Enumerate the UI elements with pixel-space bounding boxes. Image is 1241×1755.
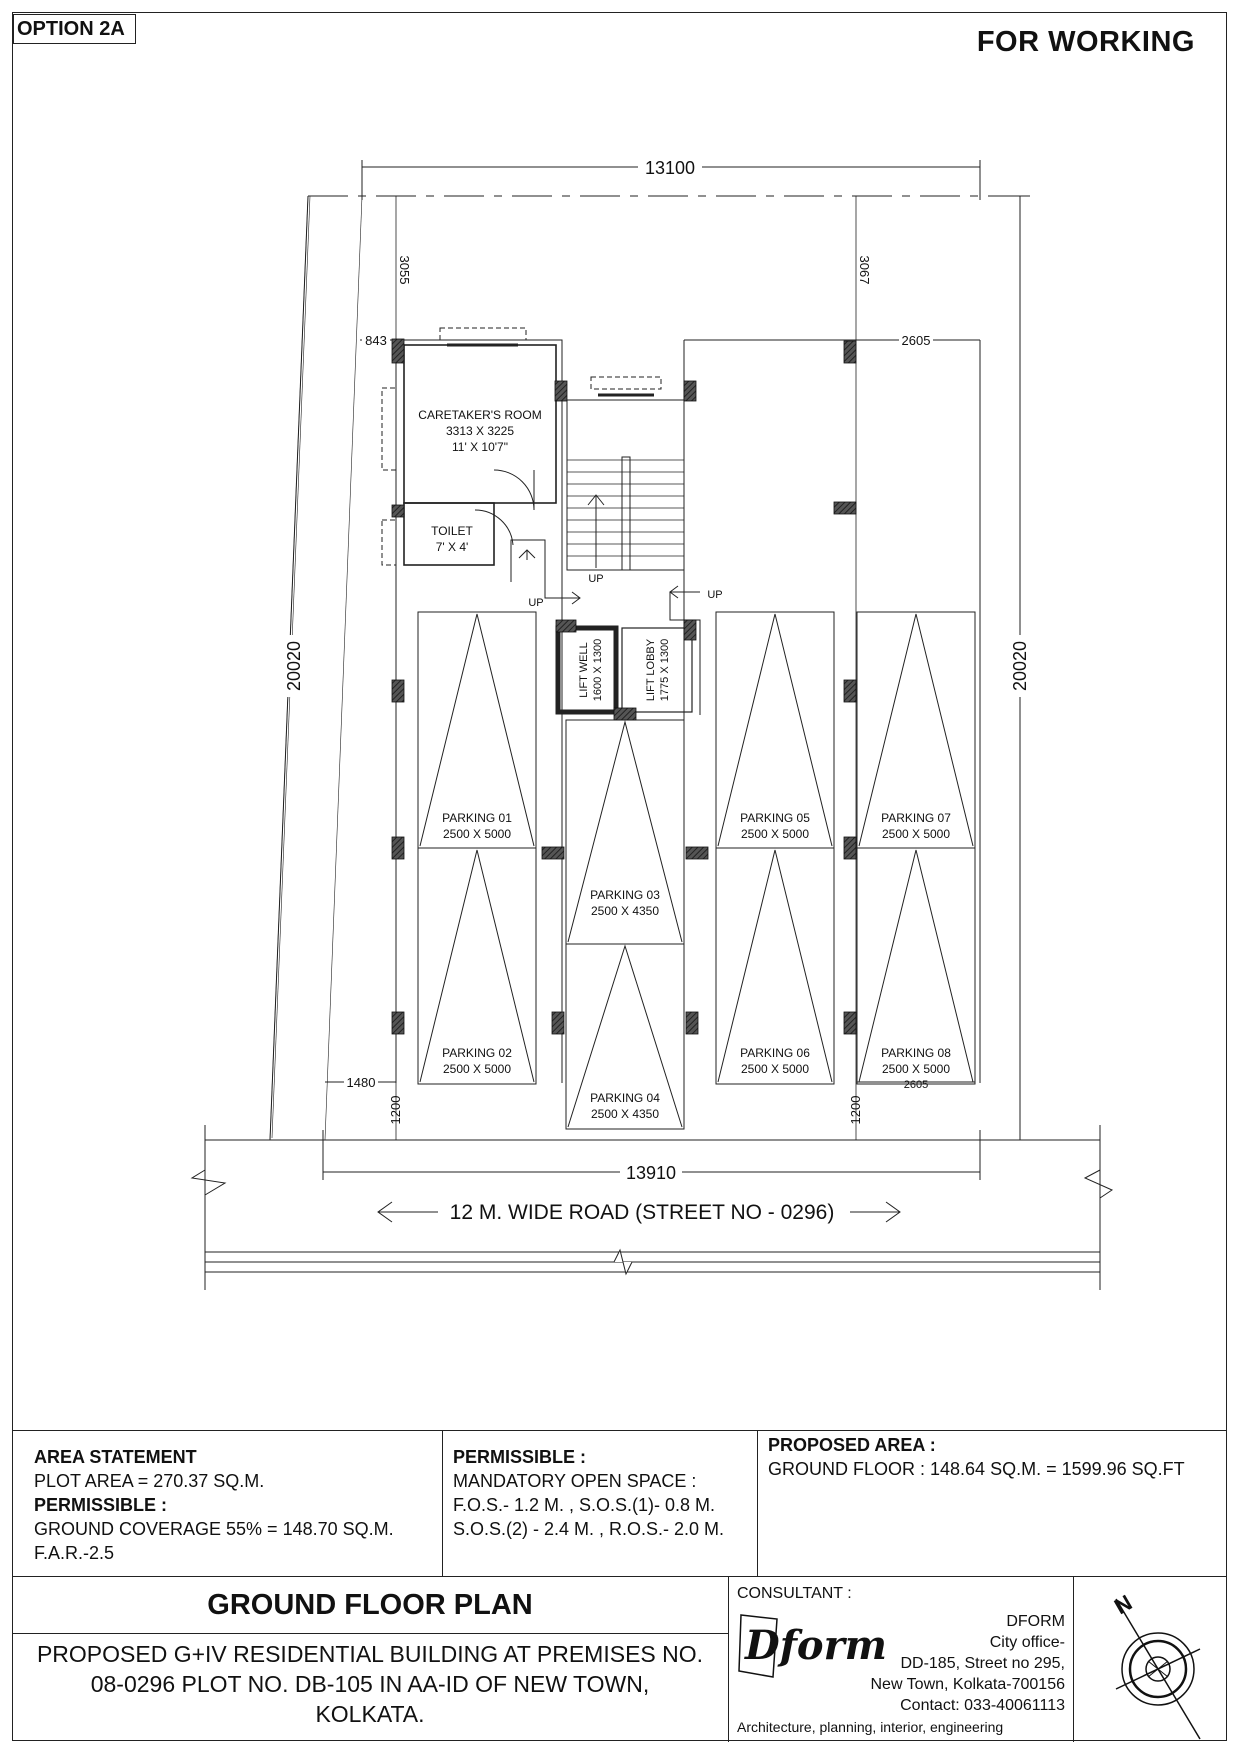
dim-side-left: 843	[365, 333, 387, 348]
proposed-title: PROPOSED AREA :	[768, 1435, 936, 1455]
ground-coverage: GROUND COVERAGE 55% = 148.70 SQ.M.	[34, 1519, 394, 1539]
dim-front-left: 1200	[388, 1095, 403, 1125]
permissible-label: PERMISSIBLE :	[34, 1495, 168, 1515]
parking-07-size: 2500 X 5000	[881, 827, 951, 841]
project-line2: 08-0296 PLOT NO. DB-105 IN AA-ID OF NEW TOWN,	[90, 1671, 650, 1697]
address-line2: New Town, Kolkata-700156	[870, 1676, 1065, 1693]
road-label: 12 M. WIDE ROAD (STREET NO - 0296)	[449, 1201, 835, 1224]
parking-06-size: 2500 X 5000	[740, 1062, 810, 1076]
open-space-line2: F.O.S.- 1.2 M. , S.O.S.(1)- 0.8 M.	[453, 1495, 716, 1515]
parking-03-size: 2500 X 4350	[590, 904, 660, 918]
dim-left: 20020	[284, 640, 304, 692]
parking-05-size: 2500 X 5000	[740, 827, 810, 841]
north-label: N	[1110, 1589, 1137, 1620]
area-statement	[34, 1431, 454, 1591]
caretaker-room-size: 3313 X 3225	[445, 424, 515, 438]
dim-right: 20020	[1010, 640, 1030, 692]
parking-02-label: PARKING 02	[442, 1046, 512, 1060]
lift-lobby-label: LIFT LOBBY	[645, 638, 657, 702]
area-statement-panel	[12, 1430, 1227, 1577]
consultant-address	[871, 1611, 1066, 1716]
parking-08-size: 2500 X 5000	[881, 1062, 951, 1076]
firm-name: DFORM	[1006, 1613, 1065, 1630]
tagline: Architecture, planning, interior, engineering	[737, 1719, 1004, 1735]
caretaker-room-size-ft: 11' X 10'7"	[452, 440, 508, 454]
dim-setback-right: 3067	[857, 255, 872, 285]
up-label-left: UP	[528, 597, 544, 609]
office-label: City office-	[989, 1634, 1065, 1651]
project-line1: PROPOSED G+IV RESIDENTIAL BUILDING AT PREMISES NO.	[36, 1641, 704, 1667]
dim-side-right: 2605	[901, 333, 931, 348]
project-description	[12, 1639, 728, 1729]
parking-05-label: PARKING 05	[740, 811, 810, 825]
consultant-panel	[728, 1577, 1074, 1742]
dim-side-right-bottom: 2605	[903, 1079, 929, 1091]
area-statement-title: AREA STATEMENT	[34, 1447, 197, 1467]
parking-08-label: PARKING 08	[881, 1046, 951, 1060]
open-space-line1: MANDATORY OPEN SPACE :	[453, 1471, 697, 1491]
lift-well-label: LIFT WELL	[578, 642, 590, 698]
dim-bottom-left: 1480	[346, 1075, 376, 1090]
title-block	[12, 1576, 1227, 1742]
dim-front-right: 1200	[848, 1095, 863, 1125]
toilet-label: TOILET	[431, 524, 473, 538]
far-value: F.A.R.-2.5	[34, 1543, 115, 1563]
lift-well-size: 1600 X 1300	[592, 638, 604, 702]
parking-07-label: PARKING 07	[881, 811, 951, 825]
open-space-title: PERMISSIBLE :	[453, 1447, 587, 1467]
dform-logo-icon	[737, 1611, 887, 1681]
up-label-right: UP	[707, 589, 723, 601]
consultant-label: CONSULTANT :	[737, 1585, 852, 1602]
parking-06-label: PARKING 06	[740, 1046, 810, 1060]
up-label-stair: UP	[588, 573, 604, 585]
open-space-section	[442, 1431, 767, 1577]
proposed-area-section	[757, 1431, 1225, 1577]
proposed-ground-floor: GROUND FLOOR : 148.64 SQ.M. = 1599.96 SQ.FT	[768, 1459, 1185, 1479]
parking-03-label: PARKING 03	[590, 888, 660, 902]
option-tag: OPTION 2A	[13, 14, 136, 44]
project-line3: KOLKATA.	[315, 1701, 425, 1727]
dim-setback-left: 3055	[397, 255, 412, 285]
dim-bottom: 13910	[625, 1163, 677, 1183]
north-arrow-icon	[1088, 1589, 1218, 1729]
dim-top: 13100	[644, 158, 696, 178]
parking-01-label: PARKING 01	[442, 811, 512, 825]
svg-text:Dform: Dform	[745, 1622, 887, 1669]
open-space-line3: S.O.S.(2) - 2.4 M. , R.O.S.- 2.0 M.	[453, 1519, 725, 1539]
parking-04-label: PARKING 04	[590, 1091, 660, 1105]
drawing-title: GROUND FLOOR PLAN	[12, 1577, 728, 1634]
address-line1: DD-185, Street no 295,	[900, 1655, 1065, 1672]
toilet-size: 7' X 4'	[435, 540, 469, 554]
plot-area: PLOT AREA = 270.37 SQ.M.	[34, 1471, 265, 1491]
parking-04-size: 2500 X 4350	[590, 1107, 660, 1121]
parking-02-size: 2500 X 5000	[442, 1062, 512, 1076]
parking-01-size: 2500 X 5000	[442, 827, 512, 841]
status-label: FOR WORKING	[976, 26, 1195, 58]
lift-lobby-size: 1775 X 1300	[659, 638, 671, 702]
contact: Contact: 033-40061113	[900, 1697, 1065, 1714]
caretaker-room-label: CARETAKER'S ROOM	[418, 408, 542, 422]
